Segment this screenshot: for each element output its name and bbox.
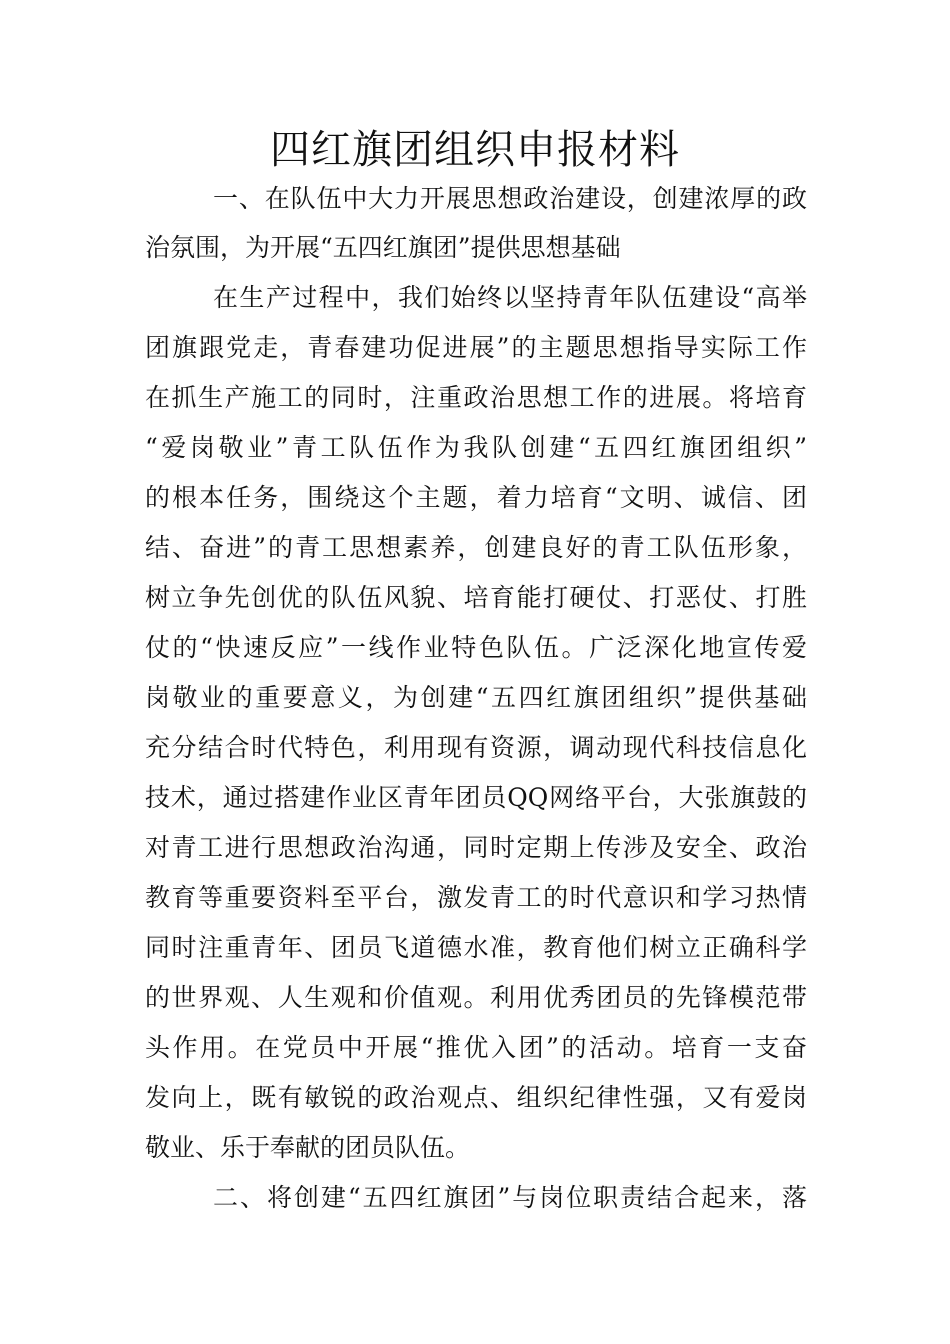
section-heading-line: 一、在队伍中大力开展思想政治建设，创建浓厚的政 bbox=[213, 184, 807, 213]
paragraph-line: 同时注重青年、团员飞道德水准，教育他们树立正确科学 bbox=[145, 933, 807, 962]
paragraph-line: “爱岗敬业”青工队伍作为我队创建“五四红旗团组织” bbox=[145, 433, 807, 462]
paragraph-line: 结、奋进”的青工思想素养，创建良好的青工队伍形象， bbox=[145, 533, 807, 562]
paragraph-line: 敬业、乐于奉献的团员队伍。 bbox=[145, 1133, 471, 1162]
paragraph-line: 在抓生产施工的同时，注重政治思想工作的进展。将培育 bbox=[145, 383, 807, 412]
paragraph-line: 岗敬业的重要意义，为创建“五四红旗团组织”提供基础 bbox=[145, 683, 807, 712]
document-title: 四红旗团组织申报材料 bbox=[270, 127, 680, 173]
paragraph-line: 在生产过程中，我们始终以坚持青年队伍建设“高举 bbox=[213, 283, 807, 312]
paragraph-line: 发向上，既有敏锐的政治观点、组织纪律性强，又有爱岗 bbox=[145, 1083, 807, 1112]
paragraph-line: 团旗跟党走，青春建功促进展”的主题思想指导实际工作 bbox=[145, 333, 807, 362]
paragraph-line: 的根本任务，围绕这个主题，着力培育“文明、诚信、团 bbox=[145, 483, 807, 512]
paragraph-line: 仗的“快速反应”一线作业特色队伍。广泛深化地宣传爱 bbox=[145, 633, 807, 662]
section-heading-line: 治氛围，为开展“五四红旗团”提供思想基础 bbox=[145, 233, 621, 262]
section-heading-line: 二、将创建“五四红旗团”与岗位职责结合起来，落 bbox=[213, 1183, 807, 1212]
paragraph-line: 技术，通过搭建作业区青年团员QQ网络平台，大张旗鼓的 bbox=[145, 783, 807, 812]
paragraph-line: 教育等重要资料至平台，激发青工的时代意识和学习热情 bbox=[145, 883, 807, 912]
paragraph-line: 对青工进行思想政治沟通，同时定期上传涉及安全、政治 bbox=[145, 833, 807, 862]
paragraph-line: 充分结合时代特色，利用现有资源，调动现代科技信息化 bbox=[145, 733, 807, 762]
paragraph-line: 树立争先创优的队伍风貌、培育能打硬仗、打恶仗、打胜 bbox=[145, 583, 807, 612]
paragraph-line: 头作用。在党员中开展“推优入团”的活动。培育一支奋 bbox=[145, 1033, 807, 1062]
paragraph-line: 的世界观、人生观和价值观。利用优秀团员的先锋模范带 bbox=[145, 983, 807, 1012]
